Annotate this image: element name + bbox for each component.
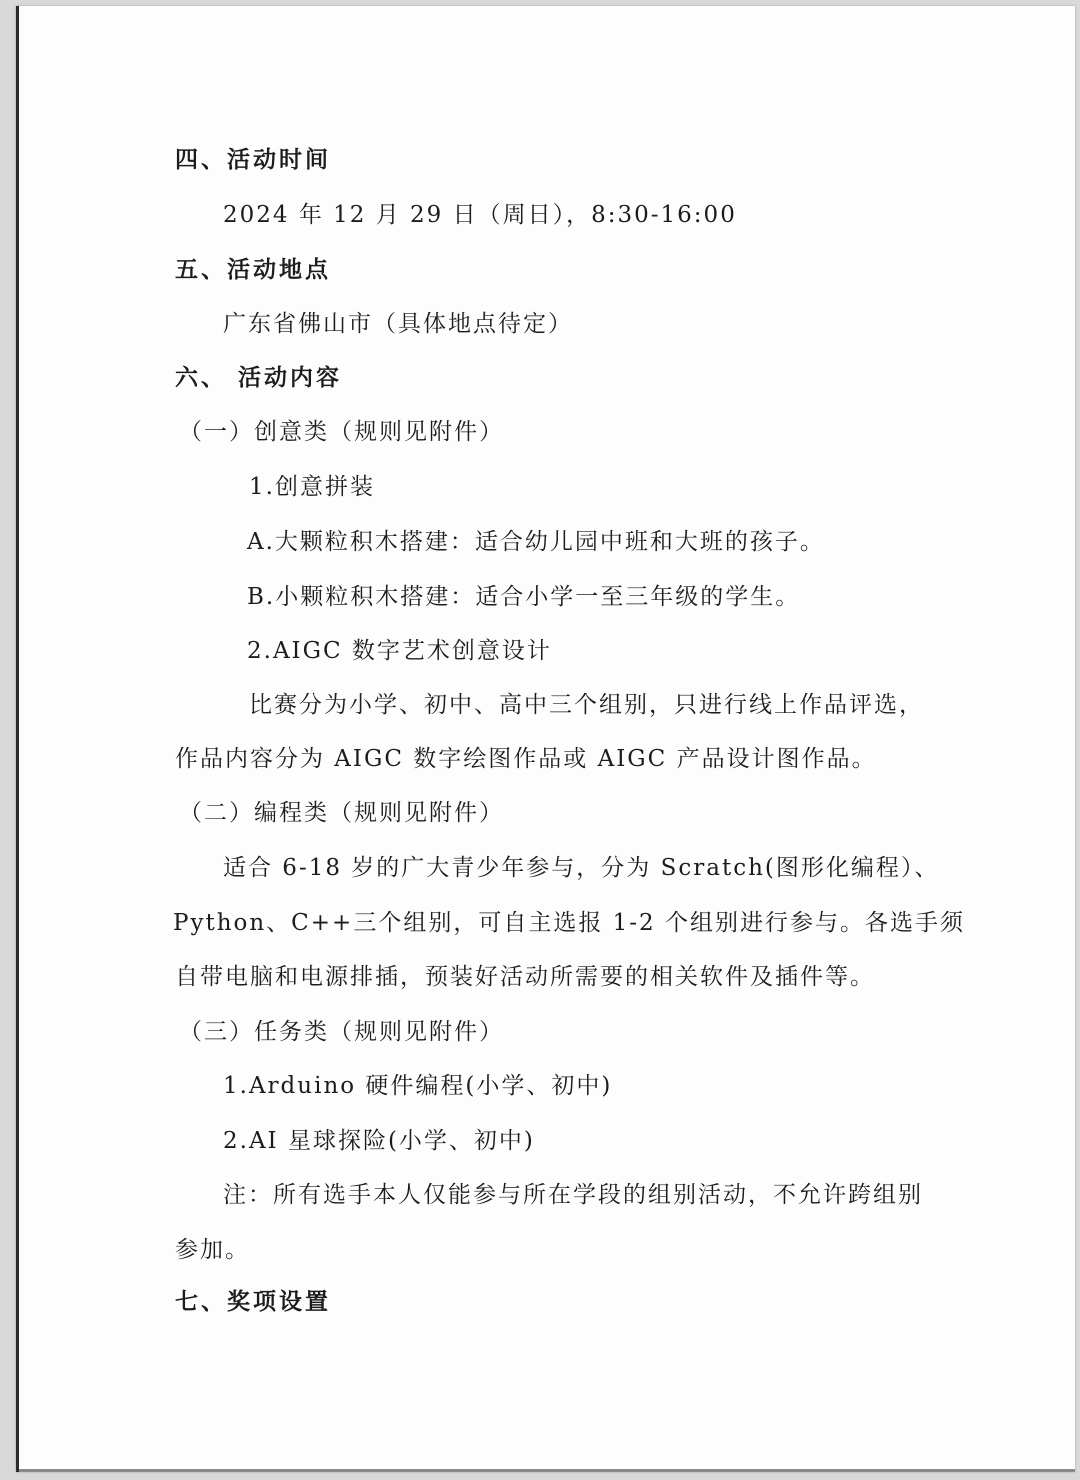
- aigc-description-line-1: 比赛分为小学、初中、高中三个组别，只进行线上作品评选，: [249, 692, 924, 718]
- creative-item-assembly: 1.创意拼装: [249, 474, 375, 500]
- category-programming-heading: （二）编程类（规则见附件）: [179, 800, 504, 826]
- programming-description-line-1: 适合 6-18 岁的广大青少年参与，分为 Scratch(图形化编程）、: [223, 855, 940, 881]
- page-bottom-edge: [19, 1469, 1075, 1472]
- note-line-2: 参加。: [175, 1237, 250, 1263]
- section-heading-awards: 七、奖项设置: [175, 1289, 331, 1315]
- task-item-ai-planet: 2.AI 星球探险(小学、初中): [223, 1128, 535, 1154]
- activity-location-text: 广东省佛山市（具体地点待定）: [223, 311, 573, 337]
- category-task-heading: （三）任务类（规则见附件）: [179, 1019, 504, 1045]
- section-heading-activity-location: 五、活动地点: [175, 257, 331, 283]
- creative-item-aigc: 2.AIGC 数字艺术创意设计: [247, 638, 552, 664]
- creative-item-small-blocks: B.小颗粒积木搭建：适合小学一至三年级的学生。: [247, 584, 801, 610]
- programming-description-line-3: 自带电脑和电源排插，预装好活动所需要的相关软件及插件等。: [175, 964, 875, 990]
- task-item-arduino: 1.Arduino 硬件编程(小学、初中): [223, 1073, 613, 1099]
- section-heading-activity-time: 四、活动时间: [175, 147, 331, 173]
- document-page: [16, 6, 1075, 1472]
- note-line-1: 注：所有选手本人仅能参与所在学段的组别活动，不允许跨组别: [223, 1182, 923, 1208]
- aigc-description-line-2: 作品内容分为 AIGC 数字绘图作品或 AIGC 产品设计图作品。: [175, 746, 877, 772]
- section-heading-activity-content: 六、 活动内容: [175, 365, 343, 391]
- category-creative-heading: （一）创意类（规则见附件）: [179, 419, 504, 445]
- programming-description-line-2: Python、C++三个组别，可自主选报 1-2 个组别进行参与。各选手须: [173, 910, 965, 936]
- creative-item-large-blocks: A.大颗粒积木搭建：适合幼儿园中班和大班的孩子。: [247, 529, 825, 555]
- activity-date-text: 2024 年 12 月 29 日（周日），8:30-16:00: [223, 202, 737, 228]
